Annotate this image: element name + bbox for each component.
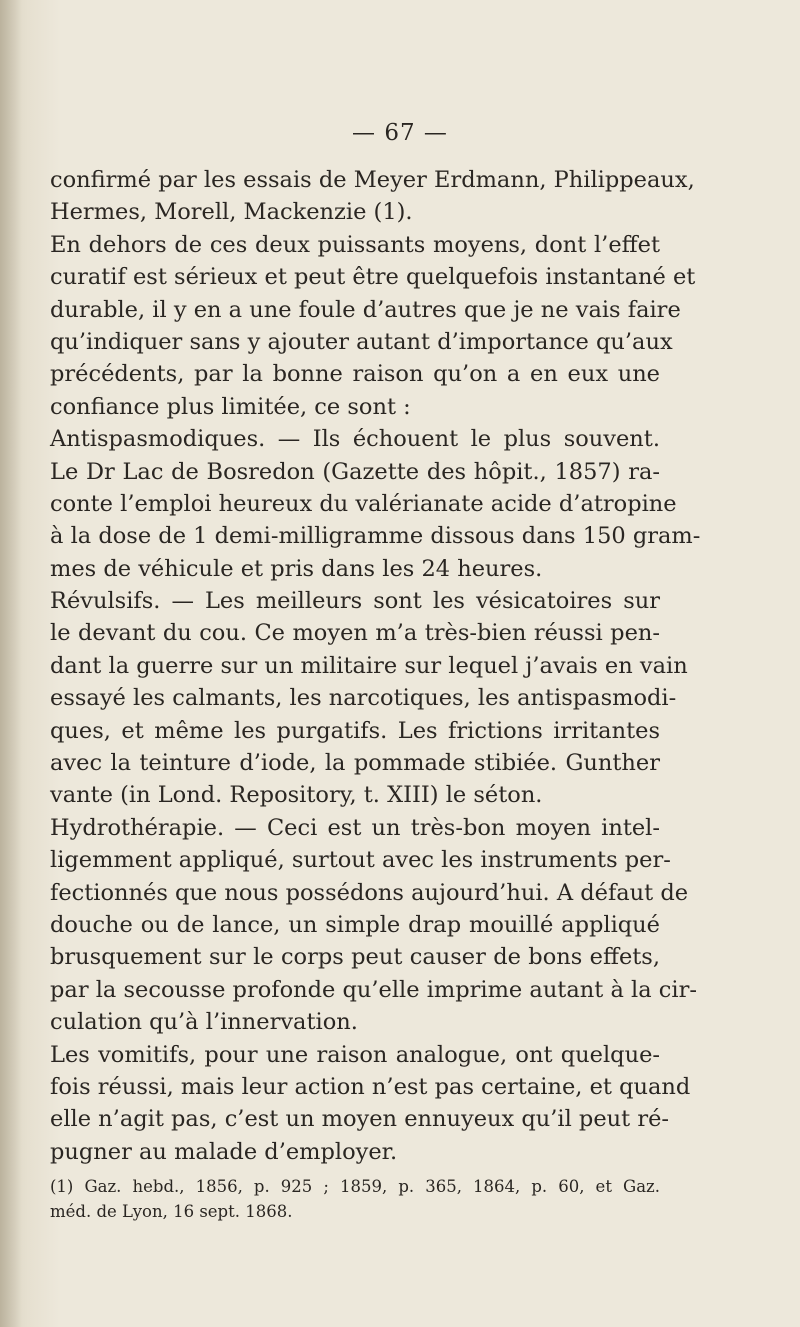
- text-line: qu’indiquer sans y ajouter autant d’importance qu’aux: [50, 328, 673, 355]
- footnote-line: (1) Gaz. hebd., 1856, p. 925 ; 1859, p. 365, 1864, p. 60, et Gaz.: [50, 1177, 660, 1196]
- page-number: — 67 —: [352, 120, 448, 146]
- text-line: Les vomitifs, pour une raison analogue, ont quelque-: [50, 1041, 660, 1068]
- text-line: par la secousse profonde qu’elle imprime autant à la cir-: [50, 976, 697, 1003]
- footnote-line: méd. de Lyon, 16 sept. 1868.: [50, 1202, 293, 1221]
- text-line: Hermes, Morell, Mackenzie (1).: [50, 199, 413, 226]
- text-line: confirmé par les essais de Meyer Erdmann, Philippeaux,: [50, 167, 695, 193]
- body-text: [50, 164, 701, 1168]
- text-line: conte l’emploi heureux du valérianate acide d’atropine: [50, 490, 677, 517]
- text-line: douche ou de lance, un simple drap mouillé appliqué: [50, 911, 660, 938]
- text-line: brusquement sur le corps peut causer de bons effets,: [50, 944, 660, 971]
- text-line: Le Dr Lac de Bosredon (Gazette des hôpit., 1857) ra-: [50, 458, 660, 485]
- text-line: culation qu’à l’innervation.: [50, 1009, 358, 1036]
- footnotes: [50, 1174, 660, 1224]
- text-line: durable, il y en a une foule d’autres que je ne vais faire: [50, 296, 681, 323]
- text-line: avec la teinture d’iode, la pommade stibiée. Gunther: [50, 750, 660, 777]
- text-line: fectionnés que nous possédons aujourd’hui. A défaut de: [50, 879, 689, 906]
- text-line: ligemment appliqué, surtout avec les instruments per-: [50, 847, 671, 874]
- text-line: Révulsifs. — Les meilleurs sont les vésicatoires sur: [50, 588, 660, 615]
- text-line: ques, et même les purgatifs. Les frictions irritantes: [50, 717, 660, 744]
- gutter-shadow: [0, 0, 22, 1327]
- text-line: mes de véhicule et pris dans les 24 heures.: [50, 555, 543, 582]
- text-line: précédents, par la bonne raison qu’on a en eux une: [50, 361, 660, 388]
- text-line: elle n’agit pas, c’est un moyen ennuyeux qu’il peut ré-: [50, 1106, 670, 1133]
- text-line: vante (in Lond. Repository, t. XIII) le séton.: [50, 782, 543, 809]
- text-line: Hydrothérapie. — Ceci est un très-bon moyen intel-: [50, 814, 660, 841]
- text-line: essayé les calmants, les narcotiques, les antispasmodi-: [50, 685, 677, 712]
- text-line: confiance plus limitée, ce sont :: [50, 393, 411, 420]
- text-line: le devant du cou. Ce moyen m’a très-bien réussi pen-: [50, 620, 660, 647]
- text-line: à la dose de 1 demi-milligramme dissous dans 150 gram-: [50, 523, 701, 550]
- text-line: pugner au malade d’employer.: [50, 1138, 398, 1165]
- text-line: fois réussi, mais leur action n’est pas certaine, et quand: [50, 1073, 691, 1100]
- text-line: dant la guerre sur un militaire sur lequel j’avais en vain: [50, 652, 688, 679]
- text-line: curatif est sérieux et peut être quelquefois instantané et: [50, 264, 696, 291]
- text-line: Antispasmodiques. — Ils échouent le plus souvent.: [50, 426, 660, 453]
- text-line: En dehors de ces deux puissants moyens, dont l’effet: [50, 231, 660, 258]
